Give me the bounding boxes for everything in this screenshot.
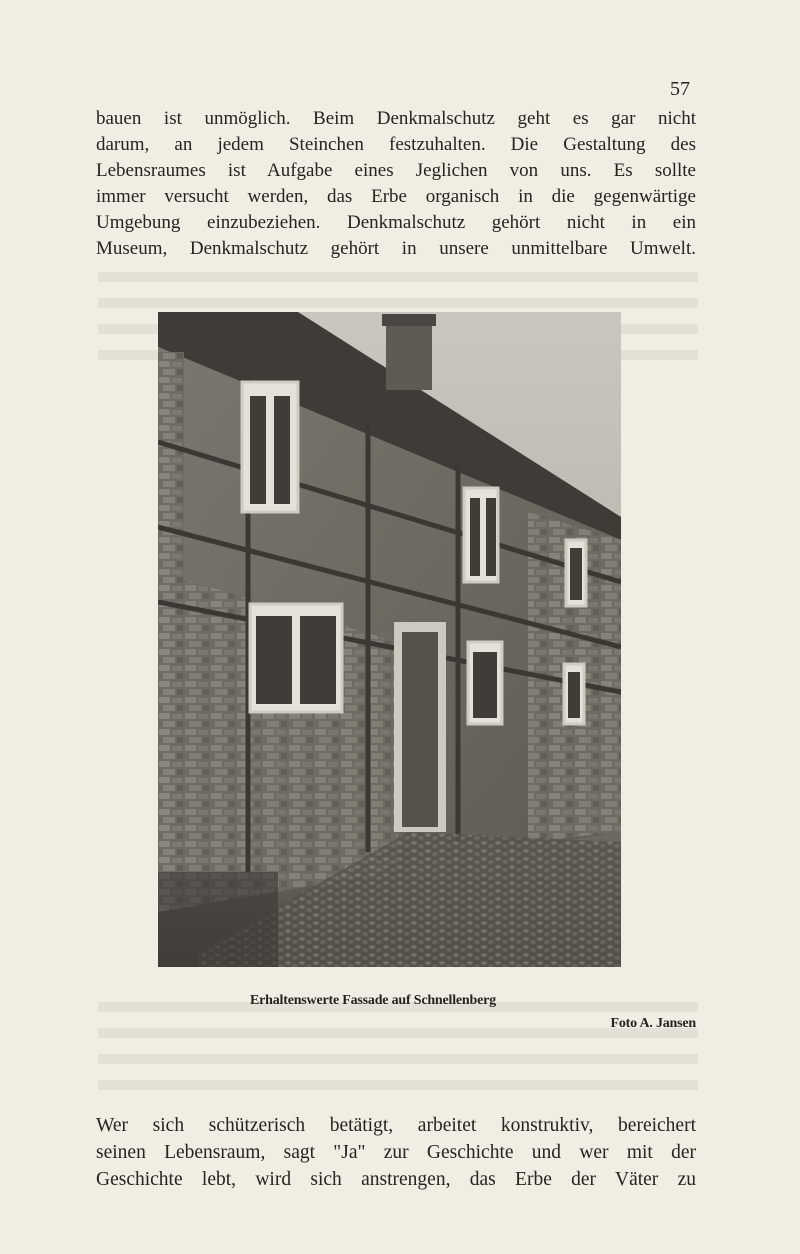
text-line: bauen ist unmöglich. Beim Denkmalschutz geht es gar nicht: [96, 108, 696, 129]
bottom-paragraph: [96, 1112, 696, 1193]
text-line: Wer sich schützerisch betätigt, arbeitet konstruktiv, bereichert: [96, 1115, 696, 1136]
text-line: Umgebung einzubeziehen. Denkmalschutz gehört nicht in ein: [96, 212, 696, 233]
text-line: seinen Lebensraum, sagt "Ja" zur Geschichte und wer mit der: [96, 1142, 696, 1163]
text-line: immer versucht werden, das Erbe organisch in die gegenwärtige: [96, 186, 696, 207]
text-line: darum, an jedem Steinchen festzuhalten. Die Gestaltung des: [96, 134, 696, 155]
text-line: Museum, Denkmalschutz gehört in unsere unmittelbare Umwelt.: [96, 238, 696, 259]
top-paragraph: [96, 106, 696, 262]
photo-credit: Foto A. Jansen: [610, 1016, 696, 1031]
text-line: Lebensraumes ist Aufgabe eines Jeglichen von uns. Es sollte: [96, 160, 696, 181]
page-number: 57: [670, 78, 690, 100]
house-facade-photo: [158, 312, 621, 967]
text-line: Geschichte lebt, wird sich anstrengen, das Erbe der Väter zu: [96, 1169, 696, 1190]
figure-caption: Erhaltenswerte Fassade auf Schnellenberg: [250, 993, 496, 1008]
